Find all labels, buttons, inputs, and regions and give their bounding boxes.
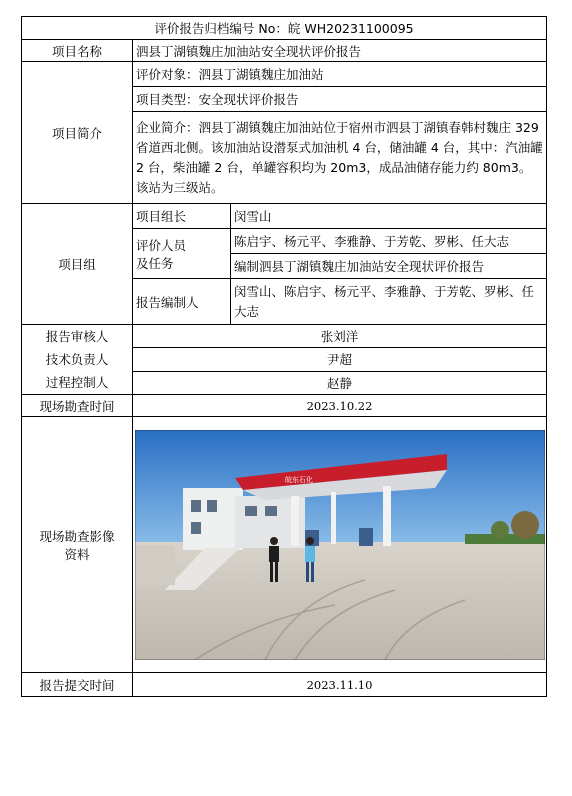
survey-image-label — [22, 417, 133, 673]
gas-station-photo — [135, 430, 545, 660]
tree — [511, 511, 539, 539]
reviewer-label: 报告审核人 — [45, 329, 109, 344]
project-name-label: 项目名称 — [22, 40, 133, 62]
report-writers-label: 报告编制人 — [133, 279, 231, 325]
archive-number: 评价报告归档编号 No：皖 WH20231100095 — [22, 17, 547, 40]
tech-lead-label: 技术负责人 — [45, 352, 109, 367]
tree — [491, 521, 509, 539]
canopy-pillar — [383, 486, 391, 546]
process-control-label: 过程控制人 — [45, 375, 109, 390]
project-type: 项目类型：安全现状评价报告 — [133, 87, 547, 112]
station-building — [183, 488, 243, 550]
submit-time-value: 2023.11.10 — [133, 673, 547, 697]
person-right-body — [305, 546, 315, 562]
evaluation-report-table — [21, 16, 547, 697]
team-task-value: 编制泗县丁湖镇魏庄加油站安全现状评价报告 — [231, 254, 547, 279]
tech-lead-value: 尹超 — [133, 348, 547, 371]
wall — [135, 545, 175, 585]
team-members-label-line2: 及任务 — [136, 255, 174, 271]
team-leader-label: 项目组长 — [133, 204, 231, 229]
review-labels — [22, 325, 133, 395]
person-left-body — [269, 546, 279, 562]
team-members-label — [133, 229, 231, 279]
project-intro-label: 项目简介 — [22, 62, 133, 204]
canopy-pillar — [331, 492, 336, 544]
survey-photo-cell — [133, 417, 547, 673]
fuel-dispenser — [359, 528, 373, 546]
survey-image-label-line1: 现场勘查影像 — [39, 528, 115, 544]
survey-time-value: 2023.10.22 — [133, 395, 547, 417]
team-members-label-line1: 评价人员 — [136, 237, 187, 253]
canopy-brand-text: 皖东石化 — [284, 475, 313, 484]
team-label: 项目组 — [22, 204, 133, 325]
evaluation-object: 评价对象：泗县丁湖镇魏庄加油站 — [133, 62, 547, 87]
project-name-value: 泗县丁湖镇魏庄加油站安全现状评价报告 — [133, 40, 547, 62]
survey-time-label: 现场勘查时间 — [22, 395, 133, 417]
process-control-value: 赵静 — [133, 371, 547, 394]
team-members-value: 陈启宇、杨元平、李雅静、于芳乾、罗彬、任大志 — [231, 229, 547, 254]
canopy-pillar — [291, 496, 299, 546]
company-intro: 企业简介：泗县丁湖镇魏庄加油站位于宿州市泗县丁湖镇春韩村魏庄 329 省道西北侧。该加油站设潜泵式加油机 4 台，储油罐 4 台，其中：汽油罐 2 台，柴油罐 2 台，单罐容积均为 20m3，成品油储存能力约 80m3。该站为三级站。 — [133, 112, 547, 204]
reviewer-value: 张刘洋 — [133, 325, 547, 348]
report-writers-value: 闵雪山、陈启宇、杨元平、李雅静、于芳乾、罗彬、任大志 — [231, 279, 547, 325]
submit-time-label: 报告提交时间 — [22, 673, 133, 697]
survey-image-label-line2: 资料 — [64, 546, 90, 562]
team-leader-value: 闵雪山 — [231, 204, 547, 229]
